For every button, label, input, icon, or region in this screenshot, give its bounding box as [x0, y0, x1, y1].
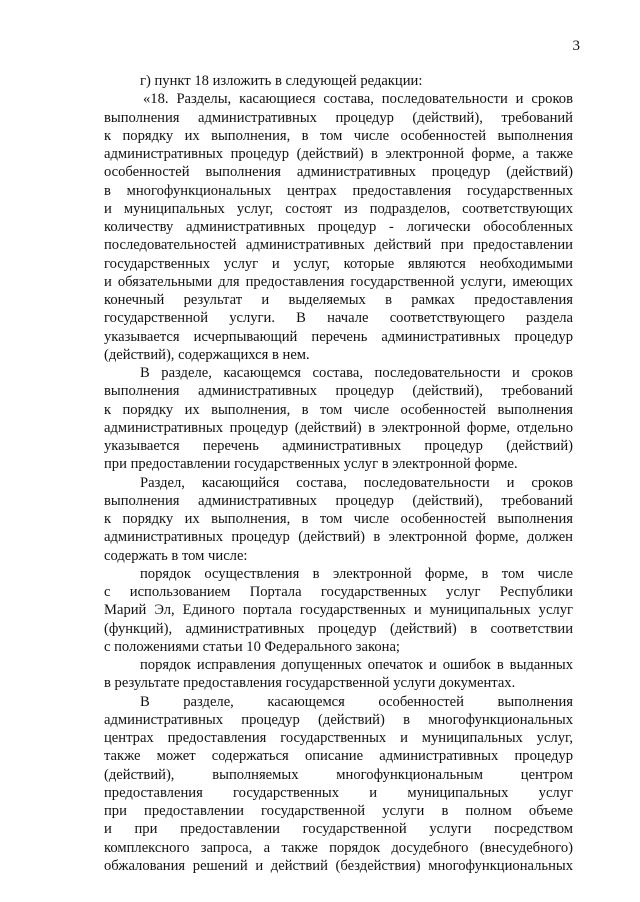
text-line: «18. Разделы, касающиеся состава, последовательности и сроков [143, 91, 573, 108]
text-line: г) пункт 18 изложить в следующей редакции: [140, 73, 423, 89]
text-line: (функций), административных процедур (действий) в соответствии [104, 620, 573, 637]
text-line: и муниципальных услуг, состоят из подразделов, соответствующих [104, 200, 573, 217]
text-line: предоставления государственных и муниципальных услуг [104, 784, 573, 801]
text-line: последовательностей административных действий при предоставлении [104, 237, 573, 254]
document-body [104, 72, 573, 875]
text-line: при предоставлении государственных услуг в электронной форме. [104, 456, 518, 473]
text-line: административных процедур (действий) в электронной форме, отдельно [104, 419, 573, 436]
text-line: также может содержаться описание административных процедур [104, 748, 573, 765]
text-line: особенностей выполнения административных процедур (действий) [104, 164, 573, 181]
text-line: Раздел, касающийся состава, последовательности и сроков [140, 474, 573, 491]
text-line: порядок исправления допущенных опечаток и ошибок в выданных [140, 657, 573, 673]
text-line: в результате предоставления государственной услуги документах. [104, 675, 516, 692]
text-line: выполнения административных процедур (действий), требований [104, 109, 573, 126]
text-line: (действий), содержащихся в нем. [104, 346, 310, 363]
text-line: В разделе, касающемся состава, последовательности и сроков [140, 365, 573, 381]
text-line: указывается перечень административных процедур (действий) [104, 438, 573, 454]
text-line: при предоставлении государственной услуги в полном объеме [104, 803, 573, 819]
text-line: выполнения административных процедур (действий), требований [104, 383, 573, 400]
text-line: выполнения административных процедур (действий), требований [104, 492, 573, 509]
text-line: в многофункциональных центрах предоставления государственных [104, 182, 573, 199]
page-number: 3 [572, 38, 580, 54]
text-line: и обязательными для предоставления государственной услуги, имеющих [104, 273, 573, 290]
text-line: административных процедур (действий) в многофункциональных [104, 711, 573, 728]
text-line: к порядку их выполнения, в том числе особенностей выполнения [104, 127, 573, 144]
text-line: конечный результат и выделяемых в рамках предоставления [104, 292, 573, 308]
text-line: с использованием Портала государственных услуг Республики [104, 584, 573, 600]
text-line: порядок осуществления в электронной форме, в том числе [140, 565, 573, 582]
text-line: Марий Эл, Единого портала государственных и муниципальных услуг [104, 602, 573, 619]
text-line: центрах предоставления государственных и муниципальных услуг, [104, 730, 573, 746]
text-line: комплексного запроса, а также порядок досудебного (внесудебного) [104, 839, 573, 856]
text-line: к порядку их выполнения, в том числе особенностей выполнения [104, 511, 573, 527]
text-line: государственной услуги. В начале соответствующего раздела [104, 310, 573, 327]
text-line: административных процедур (действий) в электронной форме, а также [104, 146, 573, 162]
text-line: к порядку их выполнения, в том числе особенностей выполнения [104, 401, 573, 418]
text-line: с положениями статьи 10 Федерального закона; [104, 638, 400, 655]
text-line: В разделе, касающемся особенностей выполнения [140, 693, 573, 710]
text-line: содержать в том числе: [104, 547, 248, 564]
text-line: количеству административных процедур - логически обособленных [104, 219, 573, 235]
text-line: указывается исчерпывающий перечень административных процедур [104, 328, 573, 345]
text-line: государственных услуг и услуг, которые являются необходимыми [104, 255, 573, 272]
text-line: (действий), выполняемых многофункциональным центром [104, 766, 573, 783]
text-line: и при предоставлении государственной услуги посредством [104, 821, 573, 838]
text-line: административных процедур (действий) в электронной форме, должен [104, 529, 573, 546]
text-line: обжалования решений и действий (бездействия) многофункциональных [104, 857, 573, 874]
